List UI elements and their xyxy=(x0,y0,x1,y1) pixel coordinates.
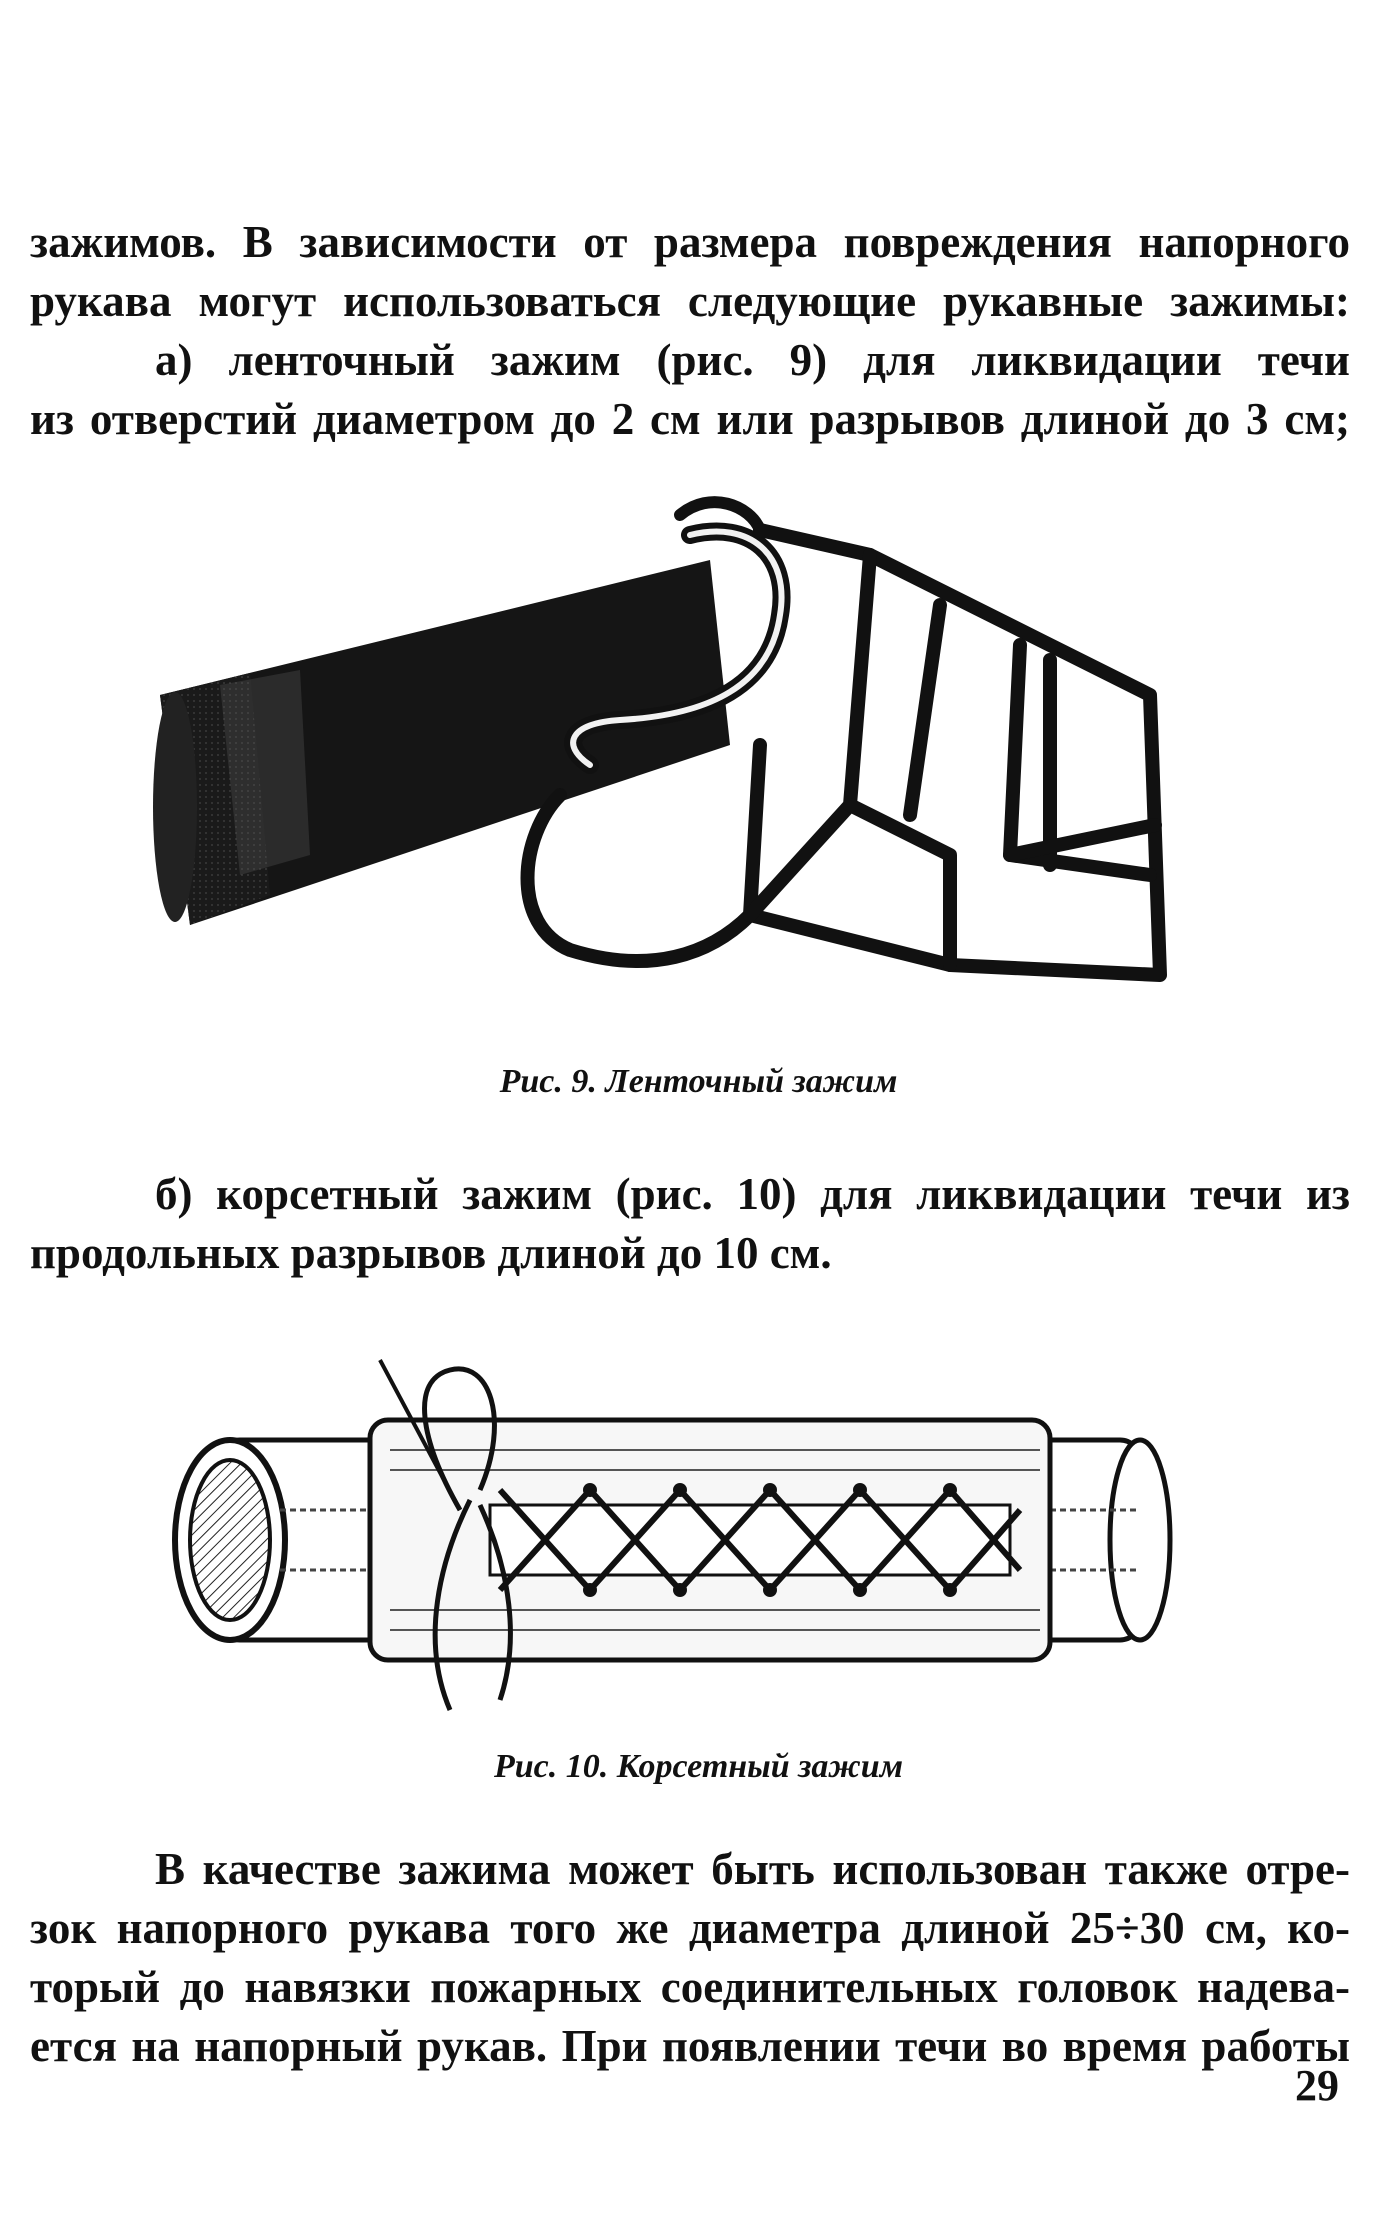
paragraph-1-line-3: а) ленточный зажим (рис. 9) для ликвидации течи xyxy=(155,335,1350,385)
paragraph-1 xyxy=(30,213,1350,449)
paragraph-3 xyxy=(30,1840,1350,2076)
paragraph-3-line-2: зок напорного рукава того же диаметра длиной 25÷30 см, ко- xyxy=(30,1903,1350,1953)
hose-body xyxy=(153,560,730,925)
paragraph-2-line-2: продольных разрывов длиной до 10 см. xyxy=(30,1228,832,1278)
paragraph-3-line-3: торый до навязки пожарных соединительных головок надева- xyxy=(30,1962,1350,2012)
band-clamp-illustration xyxy=(150,495,1190,985)
figure-9 xyxy=(150,495,1190,985)
corset-clamp-illustration xyxy=(160,1340,1220,1720)
clamp-ladder xyxy=(750,530,1160,975)
paragraph-3-line-1: В качестве зажима может быть использован также отре- xyxy=(155,1844,1350,1894)
figure-10-caption: Рис. 10. Корсетный зажим xyxy=(494,1748,903,1785)
corset-sleeve xyxy=(370,1420,1050,1660)
page-number: 29 xyxy=(1295,2061,1339,2110)
figure-10 xyxy=(160,1340,1220,1720)
figure-9-caption: Рис. 9. Ленточный зажим xyxy=(499,1063,898,1100)
paragraph-1-line-4: из отверстий диаметром до 2 см или разрывов длиной до 3 см; xyxy=(30,394,1350,444)
paragraph-1-line-1: зажимов. В зависимости от размера повреждения напорного xyxy=(30,217,1350,267)
paragraph-2-line-1: б) корсетный зажим (рис. 10) для ликвидации течи из xyxy=(155,1169,1350,1219)
paragraph-2 xyxy=(30,1165,1350,1283)
paragraph-1-line-2: рукава могут использоваться следующие рукавные зажимы: xyxy=(30,276,1350,326)
paragraph-3-line-4: ется на напорный рукав. При появлении течи во время работы xyxy=(30,2021,1350,2071)
